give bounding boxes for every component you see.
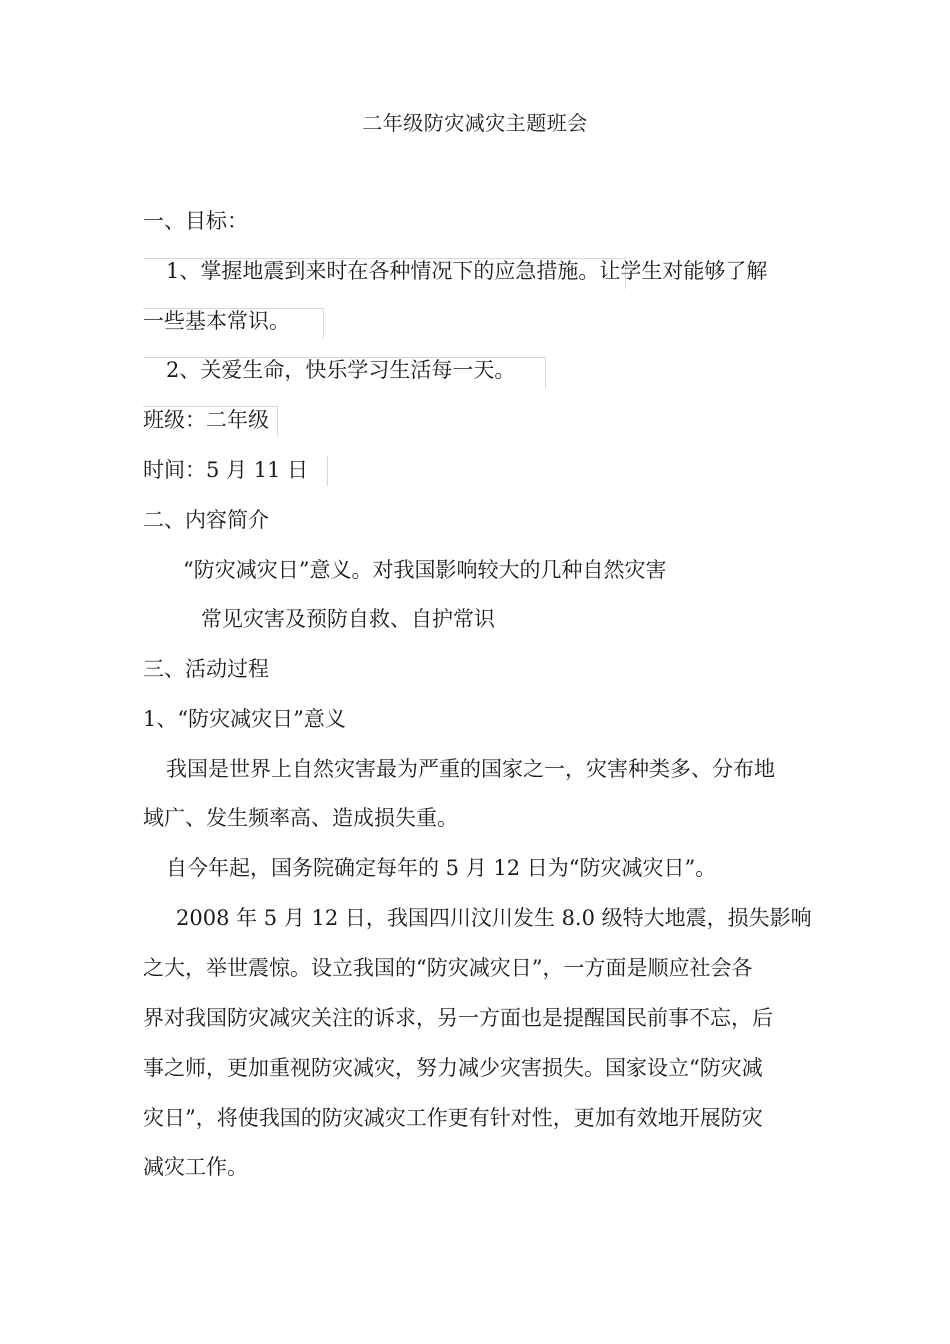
- intro-line-2: 常见灾害及预防自救、自护常识: [201, 607, 495, 631]
- goal-item-2: 2、关爱生命，快乐学习生活每一天。: [166, 358, 516, 382]
- goals-heading: 一、目标：: [143, 209, 248, 233]
- process-subheading-1: 1、“防灾减灾日”意义: [143, 707, 346, 731]
- paragraph-3-line-2: 之大，举世震惊。设立我国的“防灾减灾日”，一方面是顺应社会各: [143, 956, 753, 980]
- paragraph-3-line-4: 事之师，更加重视防灾减灾，努力减少灾害损失。国家设立“防灾减: [143, 1056, 763, 1080]
- paragraph-3-line-5: 灾日”，将使我国的防灾减灾工作更有针对性，更加有效地开展防灾: [143, 1106, 763, 1130]
- process-heading: 三、活动过程: [143, 657, 269, 681]
- time-line: 时间：5 月 11 日: [143, 458, 309, 482]
- paragraph-3-line-6: 减灾工作。: [143, 1155, 248, 1179]
- document-title: 二年级防灾减灾主题班会: [362, 111, 588, 135]
- paragraph-3-line-3: 界对我国防灾减灾关注的诉求，另一方面也是提醒国民前事不忘，后: [143, 1006, 773, 1030]
- class-line: 班级：二年级: [143, 408, 269, 432]
- paragraph-1-line-2: 域广、发生频率高、造成损失重。: [143, 806, 458, 830]
- goal-item-1-line-1: 1、掌握地震到来时在各种情况下的应急措施。让学生对能够了解: [166, 259, 768, 283]
- intro-heading: 二、内容简介: [143, 508, 269, 532]
- paragraph-3-line-1: 2008 年 5 月 12 日，我国四川汶川发生 8.0 级特大地震，损失影响: [176, 906, 812, 930]
- goal-item-1-line-2: 一些基本常识。: [143, 309, 290, 333]
- paragraph-2: 自今年起，国务院确定每年的 5 月 12 日为“防灾减灾日”。: [166, 856, 717, 880]
- paragraph-1-line-1: 我国是世界上自然灾害最为严重的国家之一，灾害种类多、分布地: [166, 757, 775, 781]
- intro-line-1: “防灾减灾日”意义。对我国影响较大的几种自然灾害: [183, 558, 667, 582]
